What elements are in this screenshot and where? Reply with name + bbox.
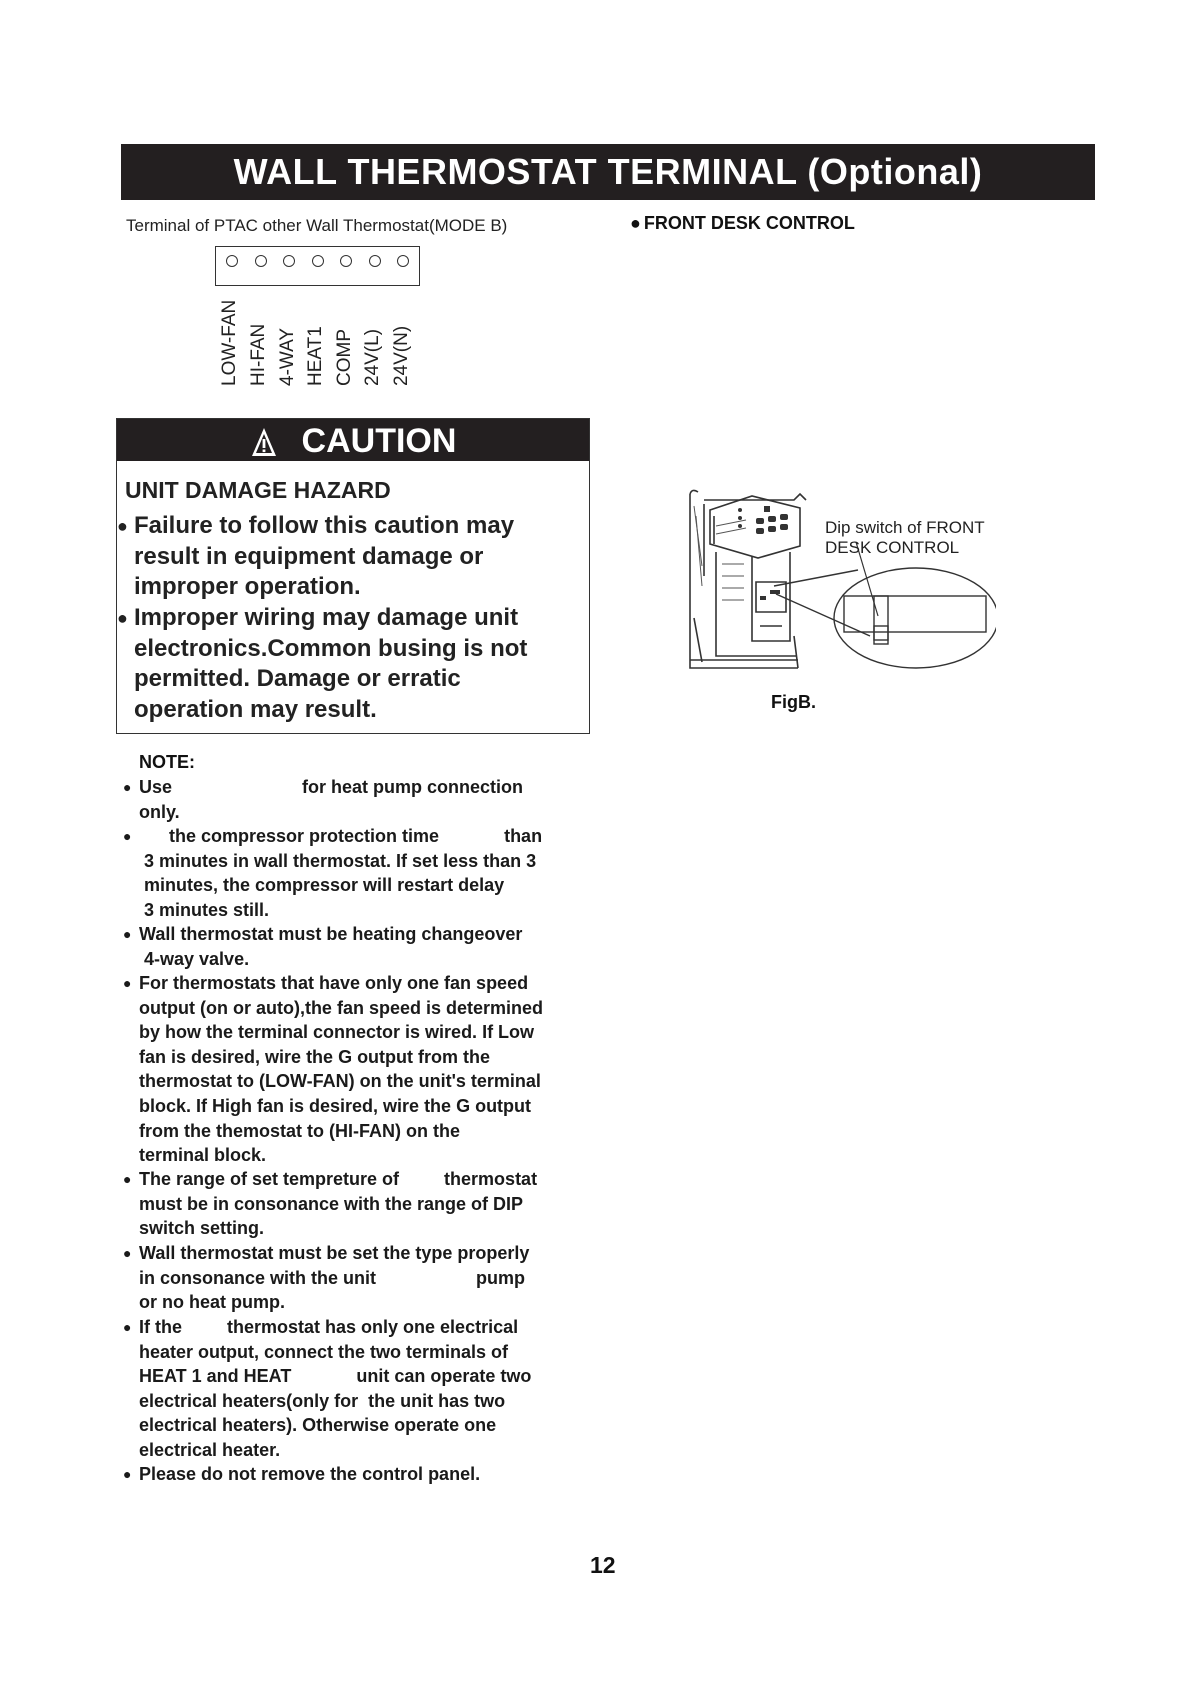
hazard-title: UNIT DAMAGE HAZARD bbox=[125, 477, 391, 503]
note-line: For thermostats that have only one fan speed bbox=[139, 973, 529, 993]
note-line: 3 minutes still. bbox=[139, 899, 270, 920]
note-line: must be in consonance with the range of DIP bbox=[139, 1193, 524, 1214]
note-line: from the themostat to (HI-FAN) on the bbox=[139, 1120, 460, 1141]
note-line: the compressor protection time than bbox=[139, 826, 543, 846]
note-line: terminal block. bbox=[139, 1145, 267, 1166]
warning-triangle-icon bbox=[250, 426, 278, 458]
bullet-icon: ● bbox=[123, 926, 132, 942]
note-line: fan is desired, wire the G output from the bbox=[139, 1046, 491, 1067]
note-item bbox=[123, 971, 543, 1168]
caution-line: improper operation. bbox=[134, 573, 361, 600]
note-line: electrical heaters(only for the unit has two bbox=[139, 1390, 506, 1411]
note-line: or no heat pump. bbox=[139, 1292, 285, 1313]
bullet-icon: ● bbox=[123, 1466, 132, 1482]
note-title: NOTE: bbox=[139, 752, 195, 772]
page-banner-title: WALL THERMOSTAT TERMINAL (Optional) bbox=[121, 144, 1095, 200]
terminal-label-4-way: 4-WAY bbox=[277, 327, 298, 386]
note-line: thermostat to (LOW-FAN) on the unit's terminal bbox=[139, 1071, 541, 1092]
caution-line: operation may result. bbox=[134, 695, 377, 723]
page-number: 12 bbox=[590, 1552, 616, 1578]
caution-header bbox=[117, 419, 589, 461]
terminal-label-low-fan: LOW-FAN bbox=[219, 299, 240, 386]
terminal-hole bbox=[340, 255, 352, 267]
note-line: only. bbox=[139, 801, 180, 822]
note-line: Wall thermostat must be set the type properly bbox=[139, 1243, 530, 1263]
terminal-hole bbox=[369, 255, 381, 267]
dip-switch-label bbox=[825, 518, 985, 558]
note-item bbox=[123, 1462, 480, 1487]
note-line: Use for heat pump connection bbox=[139, 777, 524, 797]
caution-line: Failure to follow this caution may bbox=[134, 512, 515, 539]
note-line: heater output, connect the two terminals of bbox=[139, 1341, 509, 1362]
note-line: block. If High fan is desired, wire the G output bbox=[139, 1095, 532, 1116]
note-line: electrical heater. bbox=[139, 1439, 281, 1460]
note-item bbox=[123, 1241, 529, 1315]
note-line: in consonance with the unit pump bbox=[139, 1267, 526, 1288]
dip-switch-label-line: Dip switch of FRONT bbox=[825, 518, 985, 537]
bullet-icon: ● bbox=[123, 828, 132, 844]
caution-line: electronics.Common busing is not bbox=[134, 634, 528, 662]
bullet-icon: ● bbox=[123, 975, 132, 991]
note-line: Wall thermostat must be heating changeover bbox=[139, 924, 523, 944]
figure-caption: FigB. bbox=[771, 692, 816, 712]
terminal-caption: Terminal of PTAC other Wall Thermostat(MODE B) bbox=[126, 216, 508, 235]
caution-line: Improper wiring may damage unit bbox=[134, 604, 519, 631]
note-item bbox=[123, 1315, 531, 1463]
note-line: Please do not remove the control panel. bbox=[139, 1464, 481, 1484]
terminal-label-heat1: HEAT1 bbox=[305, 326, 326, 386]
bullet-icon: ● bbox=[123, 1245, 132, 1261]
caution-line: permitted. Damage or erratic bbox=[134, 665, 461, 692]
note-line: output (on or auto),the fan speed is determined bbox=[139, 997, 544, 1018]
front-desk-control-figure bbox=[686, 486, 996, 676]
note-line: by how the terminal connector is wired. If Low bbox=[139, 1022, 535, 1043]
note-item bbox=[123, 922, 522, 971]
terminal-hole bbox=[255, 255, 267, 267]
note-line: electrical heaters). Otherwise operate one bbox=[139, 1415, 497, 1436]
caution-header-text: CAUTION bbox=[301, 422, 457, 460]
caution-item bbox=[117, 511, 584, 603]
note-line: The range of set tempreture of thermostat bbox=[139, 1169, 538, 1189]
terminal-label-24v-n: 24V(N) bbox=[391, 325, 412, 386]
caution-box bbox=[116, 418, 590, 734]
front-desk-heading-text: FRONT DESK CONTROL bbox=[643, 213, 855, 233]
bullet-icon: ● bbox=[630, 213, 641, 233]
caution-line: result in equipment damage or bbox=[134, 542, 484, 570]
caution-item bbox=[117, 603, 584, 725]
terminal-hole bbox=[226, 255, 238, 267]
note-line: switch setting. bbox=[139, 1218, 265, 1239]
note-line: minutes, the compressor will restart delay bbox=[139, 875, 505, 896]
bullet-icon: ● bbox=[117, 516, 128, 536]
terminal-hole bbox=[397, 255, 409, 267]
note-line: If the thermostat has only one electrical bbox=[139, 1317, 519, 1337]
bullet-icon: ● bbox=[123, 779, 132, 795]
terminal-hole bbox=[312, 255, 324, 267]
bullet-icon: ● bbox=[123, 1319, 132, 1335]
terminal-label-24v-l: 24V(L) bbox=[362, 328, 383, 386]
front-desk-heading bbox=[630, 213, 855, 234]
bullet-icon: ● bbox=[123, 1171, 132, 1187]
terminal-block bbox=[215, 246, 420, 286]
note-line: 3 minutes in wall thermostat. If set less than 3 bbox=[139, 850, 537, 871]
dip-switch-label-line: DESK CONTROL bbox=[825, 538, 960, 557]
note-item bbox=[123, 775, 523, 824]
terminal-label-comp: COMP bbox=[334, 329, 355, 386]
note-line: 4-way valve. bbox=[139, 948, 250, 969]
note-line: HEAT 1 and HEAT unit can operate two bbox=[139, 1366, 532, 1387]
terminal-label-hi-fan: HI-FAN bbox=[248, 323, 269, 386]
note-item bbox=[123, 824, 542, 922]
note-item bbox=[123, 1167, 537, 1241]
bullet-icon: ● bbox=[117, 608, 128, 628]
terminal-hole bbox=[283, 255, 295, 267]
